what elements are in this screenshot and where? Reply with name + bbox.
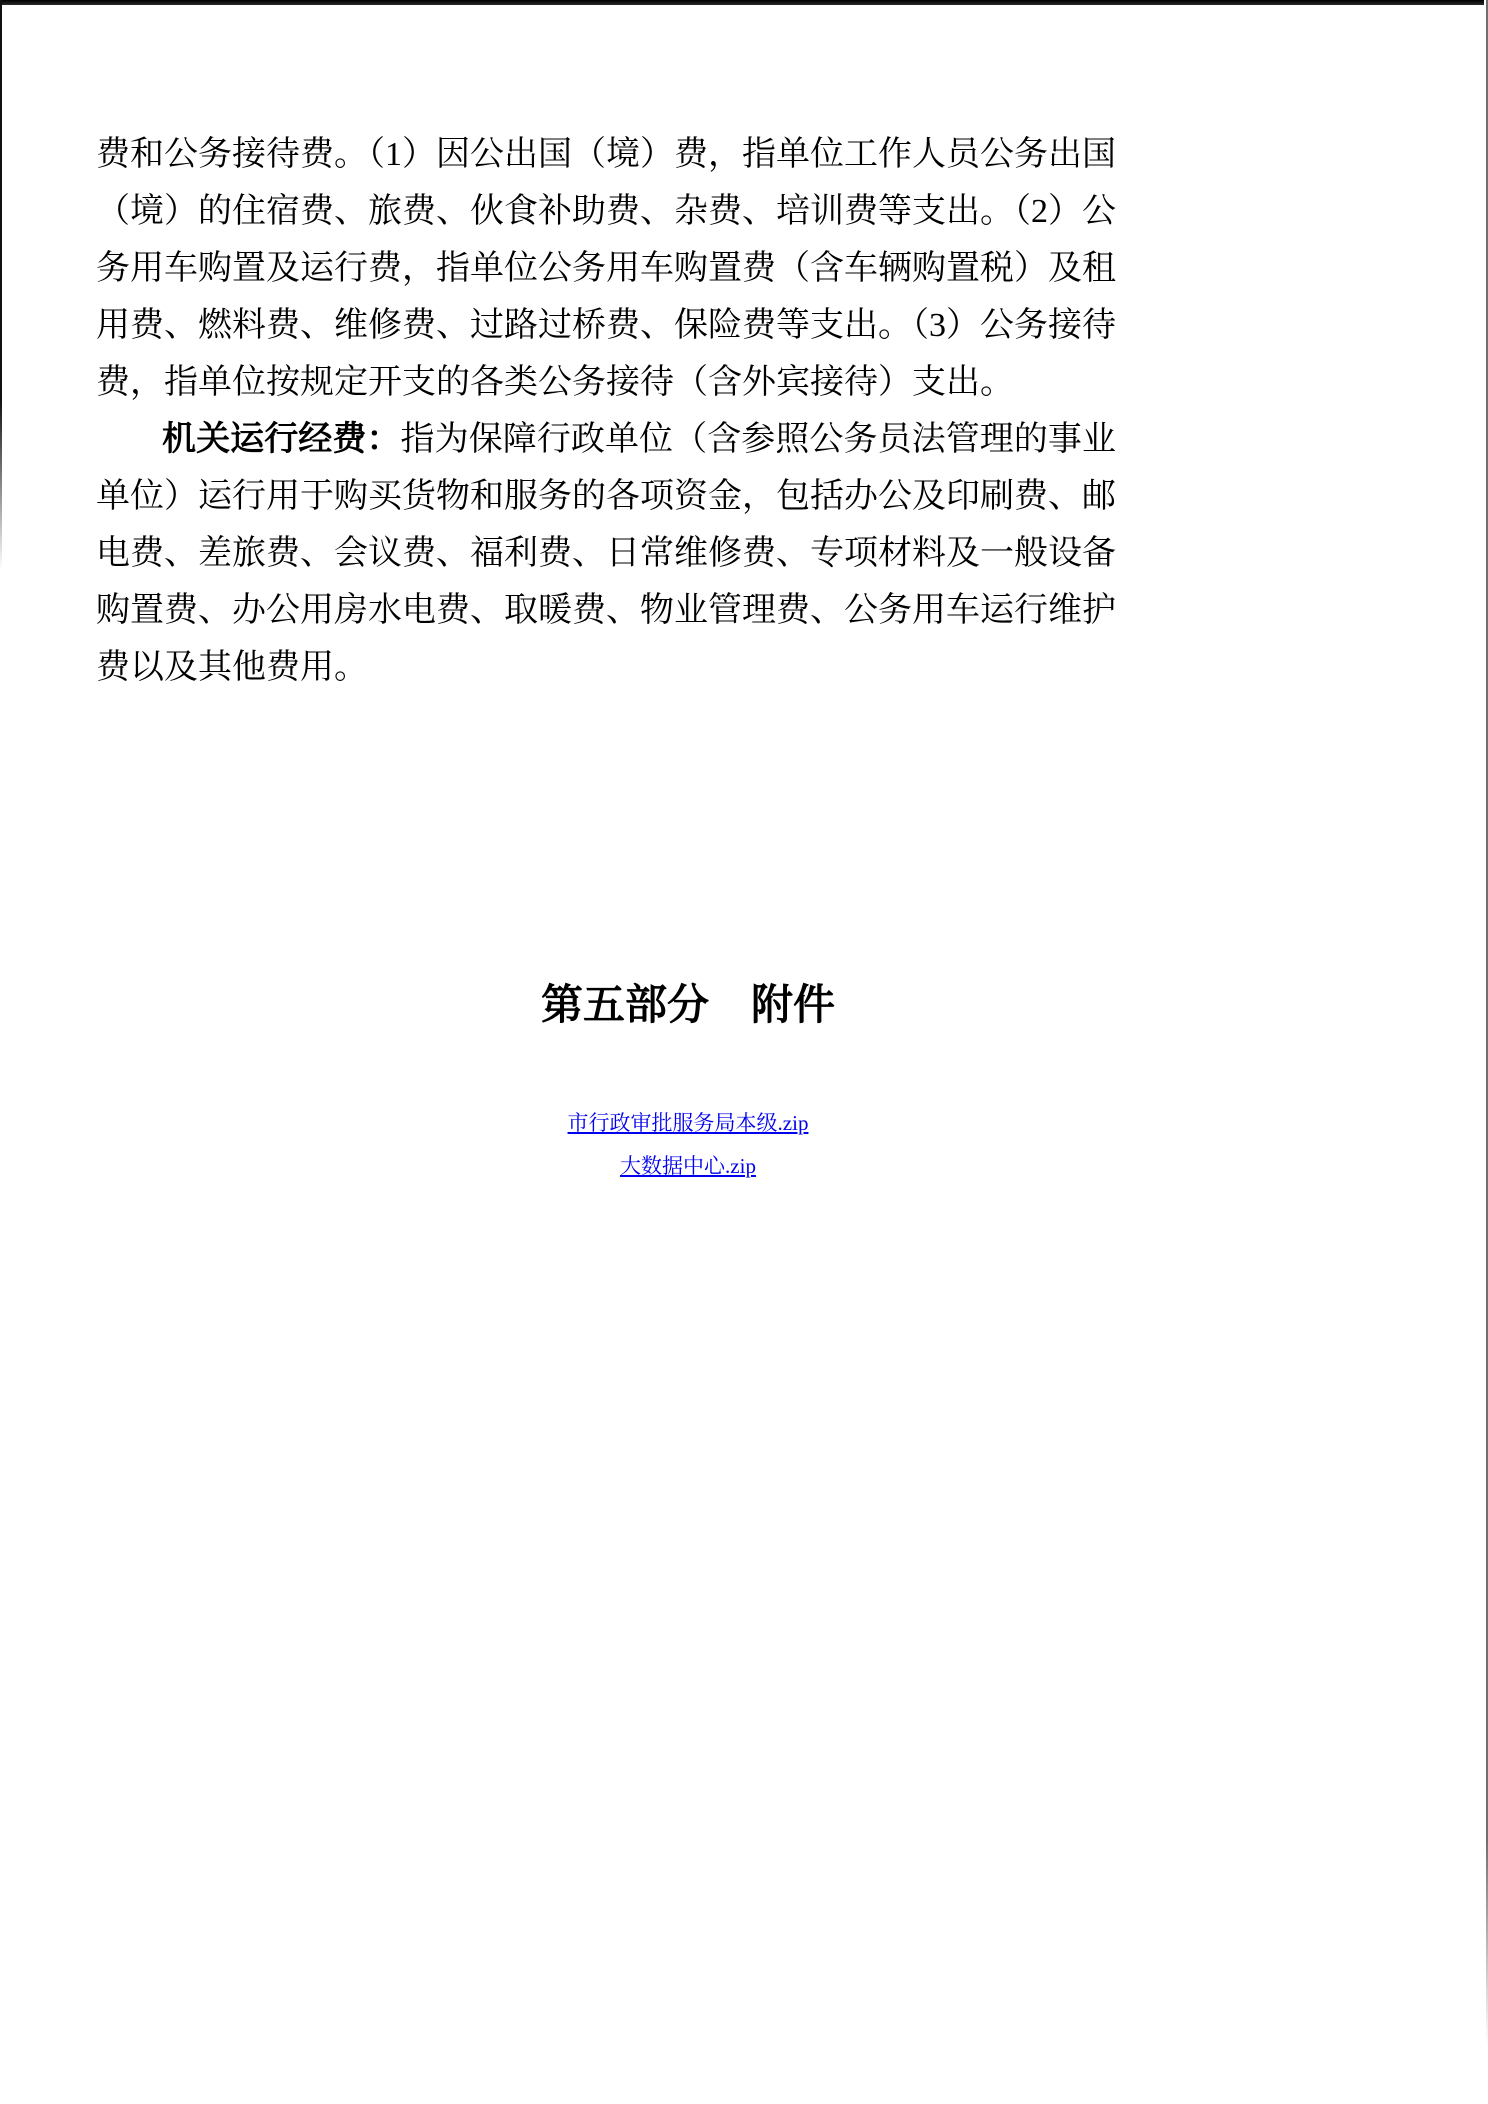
attachment-link-zip-1[interactable]: 市行政审批服务局本级.zip	[567, 1111, 809, 1135]
page-content	[96, 0, 1280, 1183]
paragraph-lead-term: 机关运行经费：	[162, 421, 401, 458]
section-heading: 第五部分 附件	[540, 983, 835, 1029]
attachments-list	[96, 1107, 1280, 1183]
scan-artifact-left-line	[0, 0, 2, 570]
paragraph-agency-operating-funds	[96, 411, 1116, 696]
attachment-row	[96, 1107, 1280, 1140]
definitions-section	[96, 126, 1116, 696]
attachment-link-zip-2[interactable]: 大数据中心.zip	[620, 1154, 756, 1178]
attachment-row	[96, 1150, 1280, 1183]
paragraph-lead-definition: 指为保障行政单位（含参照公务员法管理的事业单位）运行用于购买货物和服务的各项资金，包括办公及印刷费、邮电费、差旅费、会议费、福利费、日常维修费、专项材料及一般设备购置费、办公用房水电费、取暖费、物业管理费、公务用车运行维护费以及其他费用。	[96, 421, 1117, 686]
paragraph-official-expenses: 费和公务接待费。（1）因公出国（境）费，指单位工作人员公务出国（境）的住宿费、旅费、伙食补助费、杂费、培训费等支出。（2）公务用车购置及运行费，指单位公务用车购置费（含车辆购置税）及租用费、燃料费、维修费、过路过桥费、保险费等支出。（3）公务接待费，指单位按规定开支的各类公务接待（含外宾接待）支出。	[96, 136, 1116, 401]
